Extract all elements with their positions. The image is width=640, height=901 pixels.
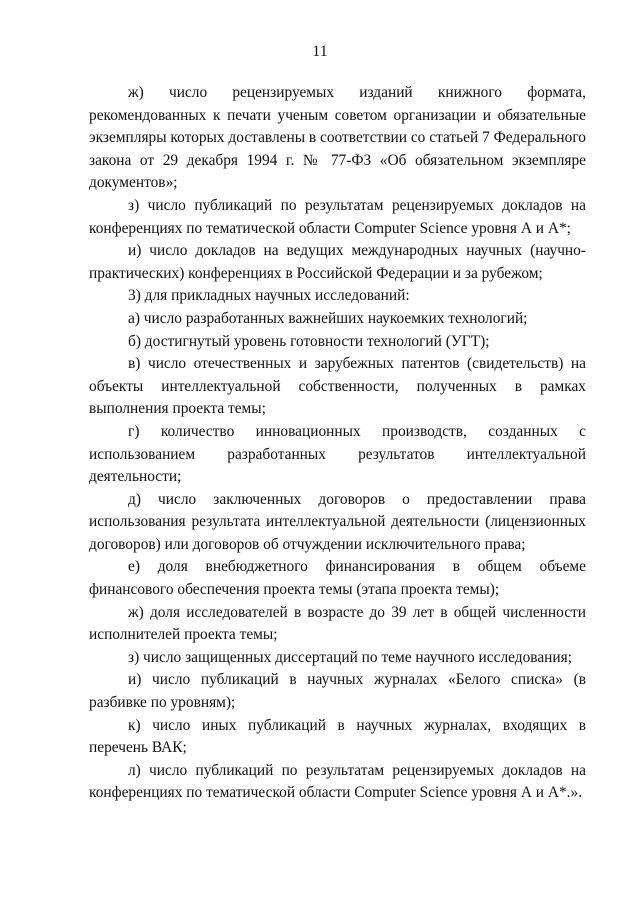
document-body: [89, 82, 586, 805]
paragraph-z-cs-publications: з) число публикаций по результатам рецензируемых докладов на конференциях по тематической области Computer Science уровня А и А*;: [89, 196, 586, 237]
paragraph-zh-books: ж) число рецензируемых изданий книжного формата, рекомендованных к печати ученым советом организации и обязательные экземпляры которых доставлены в соответствии со статьей 7 Федерального закона от 29 декабря 1994 г. № 77-ФЗ «Об обязательном экземпляре документов»;: [89, 84, 586, 192]
paragraph-i-white-list-publications: и) число публикаций в научных журналах «Белого списка» (в разбивке по уровням);: [89, 671, 586, 712]
paragraph-zh-young-researchers: ж) доля исследователей в возрасте до 39 лет в общей численности исполнителей проекта темы;: [89, 603, 586, 644]
paragraph-a-technologies: а) число разработанных важнейших наукоемких технологий;: [128, 309, 528, 327]
paragraph-d-license-agreements: д) число заключенных договоров о предоставлении права использования результата интеллектуальной деятельности (лицензионных договоров) или договоров об отчуждении исключительного права;: [89, 490, 586, 553]
paragraph-i-conference-reports: и) число докладов на ведущих международных научных (научно-практических) конференциях в Российской Федерации и за рубежом;: [89, 242, 586, 282]
paragraph-k-vak-publications: к) число иных публикаций в научных журналах, входящих в перечень ВАК;: [89, 716, 586, 757]
paragraph-applied-research-heading: 3) для прикладных научных исследований:: [128, 287, 410, 305]
paragraph-b-readiness-level: б) достигнутый уровень готовности технологий (УГТ);: [128, 332, 490, 350]
paragraph-v-patents: в) число отечественных и зарубежных патентов (свидетельств) на объекты интеллектуальной собственности, полученных в рамках выполнения проекта темы;: [89, 355, 586, 418]
paragraph-l-cs-publications: л) число публикаций по результатам рецензируемых докладов на конференциях по тематической области Computer Science уровня А и А*.».: [89, 761, 586, 802]
page-number: 11: [312, 43, 328, 60]
paragraph-z-dissertations: з) число защищенных диссертаций по теме научного исследования;: [128, 648, 572, 666]
paragraph-g-innovative-production: г) количество инновационных производств, созданных с использованием разработанных результатов интеллектуальной деятельности;: [89, 422, 586, 486]
paragraph-e-extrabudgetary-share: е) доля внебюджетного финансирования в общем объеме финансового обеспечения проекта темы (этапа проекта темы);: [89, 558, 586, 599]
